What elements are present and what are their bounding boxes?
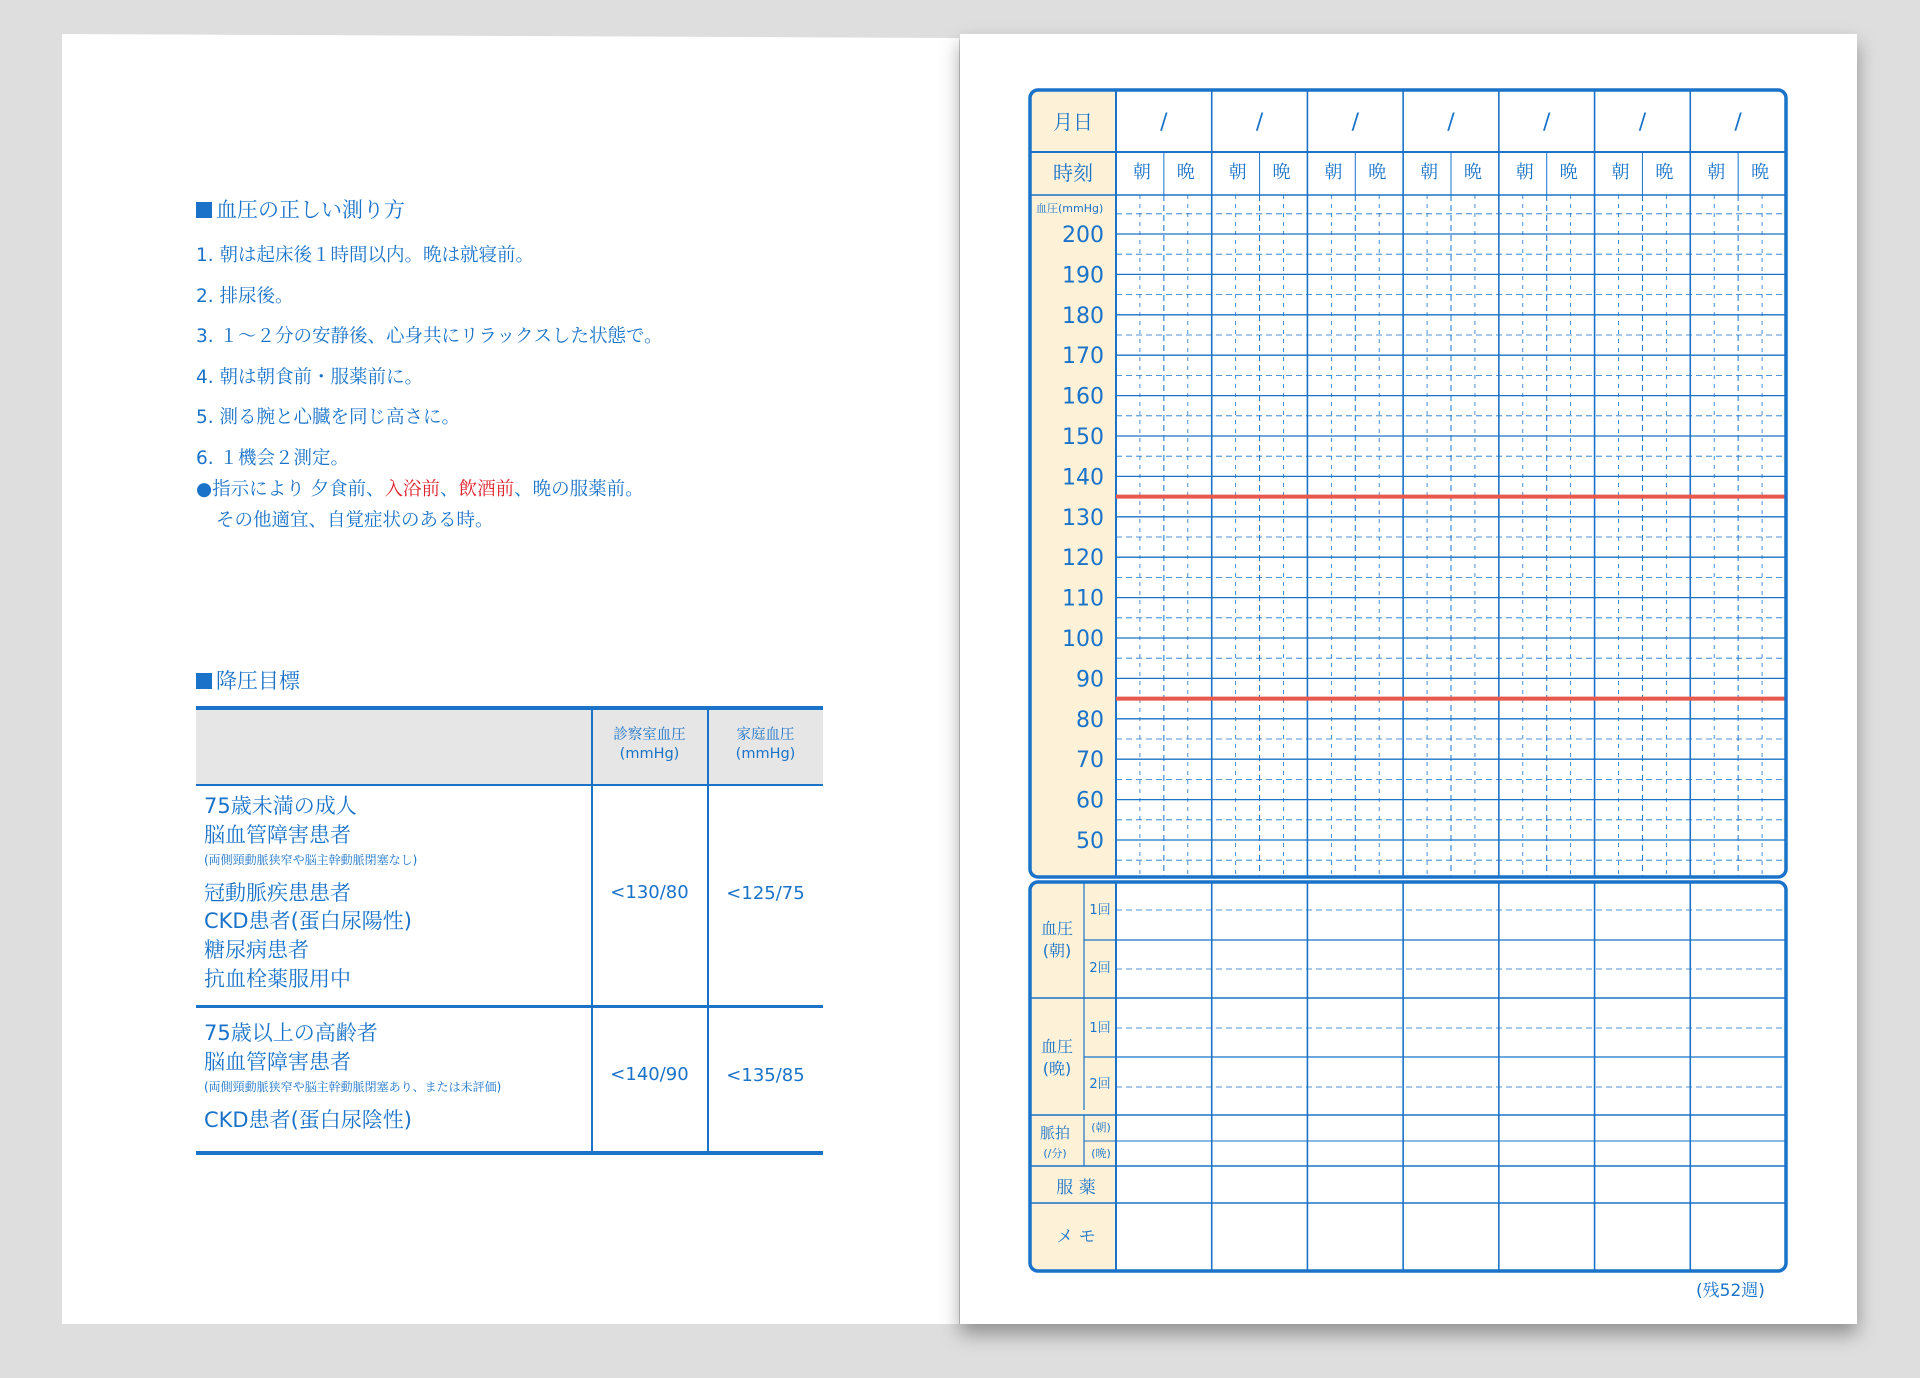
pulse-evening: (晩)	[1091, 1147, 1111, 1160]
morning-label: 朝	[1228, 162, 1247, 183]
header-office-bp: 診察室血圧 (mmHg)	[613, 727, 686, 762]
bp-morning-label: 血圧	[1040, 919, 1074, 938]
date-slash: /	[1255, 110, 1264, 135]
bp-evening-sub: (晩)	[1042, 1059, 1072, 1078]
scale-tick-label: 100	[1062, 627, 1104, 652]
group1-line: CKD患者(蛋白尿陽性)	[204, 909, 412, 933]
pulse-unit: (/分)	[1043, 1147, 1067, 1160]
evening-label: 晩	[1559, 162, 1578, 183]
pulse-label: 脈拍	[1039, 1124, 1071, 1142]
morning-label: 朝	[1132, 162, 1151, 183]
medication-label: 服 薬	[1056, 1178, 1096, 1198]
evening-label: 晩	[1272, 162, 1291, 183]
group2-line: 75歳以上の高齢者	[204, 1021, 378, 1045]
morning-label: 朝	[1515, 162, 1534, 183]
evening-label: 晩	[1463, 162, 1482, 183]
scale-tick-label: 160	[1062, 384, 1104, 410]
scale-tick-label: 170	[1062, 344, 1104, 370]
second-reading-label: 2回	[1089, 1077, 1111, 1092]
evening-label: 晩	[1368, 162, 1387, 183]
measure-section-title: 血圧の正しい測り方	[196, 194, 405, 224]
group1-office-target: <130/80	[610, 882, 689, 903]
bp-morning-sub: (朝)	[1042, 941, 1072, 960]
list-item: 5. 測る腕と心臓を同じ高さに。	[196, 407, 461, 428]
scale-tick-label: 60	[1076, 788, 1104, 814]
date-slash: /	[1543, 110, 1551, 135]
scale-tick-label: 150	[1062, 425, 1104, 450]
second-reading-label: 2回	[1089, 961, 1111, 976]
scale-tick-label: 50	[1076, 829, 1104, 854]
list-item: 2. 排尿後。	[196, 285, 294, 307]
group2-note: (両側頸動脈狭窄や脳主幹動脈閉塞あり、または未評価)	[204, 1080, 502, 1094]
scale-tick-label: 180	[1062, 303, 1104, 329]
list-item: 1. 朝は起床後１時間以内。晩は就寝前。	[196, 245, 535, 266]
group2-line: 脳血管障害患者	[204, 1050, 351, 1074]
scale-tick-label: 110	[1062, 586, 1104, 612]
group2-line: CKD患者(蛋白尿陰性)	[204, 1108, 412, 1132]
bp-evening-label: 血圧	[1040, 1037, 1074, 1056]
first-reading-label: 1回	[1089, 903, 1111, 918]
group1-line: 脳血管障害患者	[204, 823, 351, 847]
group1-home-target: <125/75	[726, 883, 805, 904]
pulse-morning: (朝)	[1091, 1121, 1111, 1134]
bp-unit-label: 血圧(mmHg)	[1036, 202, 1104, 215]
group2-office-target: <140/90	[610, 1064, 689, 1085]
evening-label: 晩	[1176, 162, 1195, 183]
memo-label: メ モ	[1056, 1227, 1096, 1247]
grid-lines	[1030, 90, 1786, 1271]
time-label: 時刻	[1053, 161, 1093, 185]
date-label: 月日	[1053, 110, 1093, 134]
weeks-remaining: (残52週)	[1696, 1281, 1765, 1301]
morning-label: 朝	[1611, 162, 1630, 183]
date-slash: /	[1160, 110, 1168, 135]
header-home-bp: 家庭血圧 (mmHg)	[735, 727, 796, 762]
group1-line: 75歳未満の成人	[204, 794, 357, 818]
scale-tick-label: 190	[1062, 263, 1104, 289]
first-reading-label: 1回	[1089, 1021, 1111, 1036]
group1-line: 糖尿病患者	[204, 938, 309, 962]
morning-label: 朝	[1324, 162, 1343, 183]
group2-home-target: <135/85	[726, 1065, 805, 1086]
note-line-2: その他適宜、自覚症状のある時。	[216, 510, 494, 531]
note-bath: 入浴前	[384, 479, 441, 500]
note-line-1: ●指示により 夕食前、入浴前、飲酒前、晩の服薬前。	[196, 479, 644, 500]
scale-tick-label: 130	[1062, 505, 1104, 531]
morning-label: 朝	[1707, 162, 1726, 183]
list-item: 4. 朝は朝食前・服薬前に。	[196, 366, 424, 388]
note-drinking: 飲酒前	[458, 479, 515, 500]
scale-tick-label: 80	[1076, 707, 1104, 733]
morning-label: 朝	[1420, 162, 1439, 183]
evening-label: 晩	[1751, 162, 1770, 183]
group1-line: 抗血栓薬服用中	[204, 967, 351, 991]
date-slash: /	[1447, 110, 1455, 135]
date-slash: /	[1638, 110, 1647, 135]
date-slash: /	[1734, 110, 1742, 135]
list-item: 6. １機会２測定。	[196, 447, 350, 469]
group1-line: 冠動脈疾患患者	[204, 881, 351, 905]
target-section-title: 降圧目標	[196, 665, 300, 695]
date-slash: /	[1351, 110, 1359, 135]
list-item: 3. １～２分の安静後、心身共にリラックスした状態で。	[196, 326, 663, 347]
scale-tick-label: 90	[1076, 667, 1104, 693]
scale-tick-label: 140	[1062, 465, 1104, 491]
group1-note: (両側頸動脈狭窄や脳主幹動脈閉塞なし)	[204, 853, 418, 867]
scale-tick-label: 120	[1062, 546, 1104, 572]
scale-tick-label: 200	[1062, 223, 1104, 248]
evening-label: 晩	[1655, 162, 1674, 183]
scale-tick-label: 70	[1076, 748, 1104, 774]
